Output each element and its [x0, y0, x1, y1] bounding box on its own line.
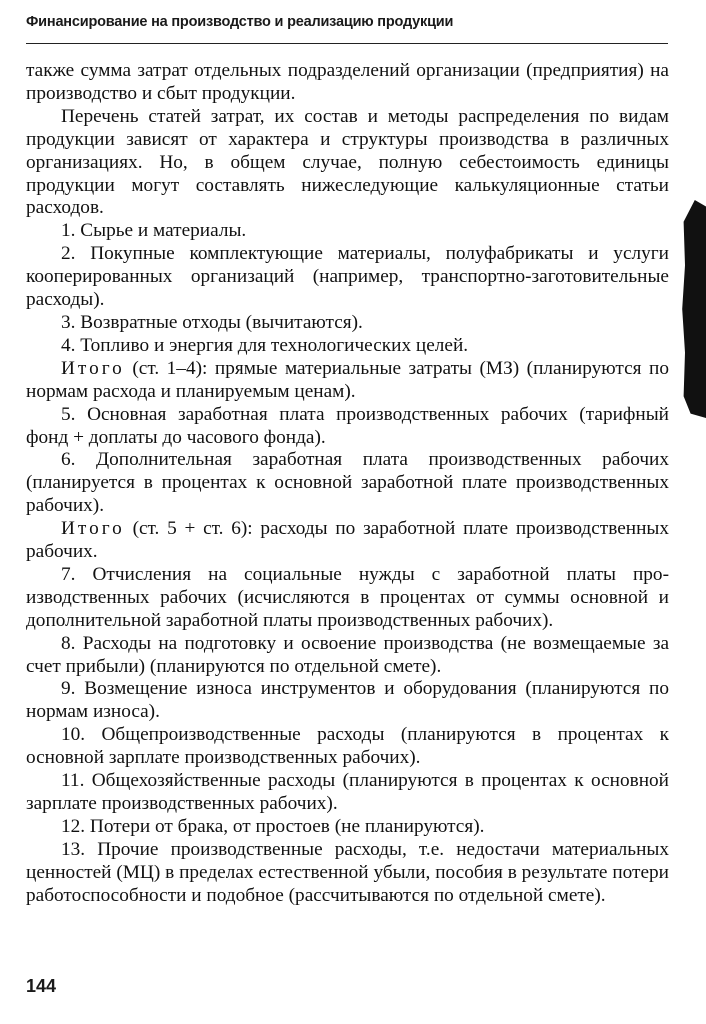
header-rule — [26, 43, 668, 44]
running-title: Финансирование на производство и реализацию продукции — [26, 14, 454, 30]
list-item-11: 11. Общехозяйственные расходы (планируются в процентах к основной зарплате производственных рабочих). — [26, 770, 669, 814]
list-item-9: 9. Возмещение износа инструментов и оборудования (планируются по нормам износа). — [26, 678, 669, 723]
paragraph-continuation: также сумма затрат отдельных подразделений организации (предприятия) на производство и сбыт продукции. — [26, 60, 669, 104]
list-item-7: 7. Отчисления на социальные нужды с заработной платы производственных рабочих (исчисляются в процентах от суммы основной и дополнительной заработной платы производственных рабочих). — [26, 563, 669, 631]
list-item-1: 1. Сырье и материалы. — [61, 220, 247, 242]
list-item-12: 12. Потери от брака, от простоев (не планируются). — [61, 815, 485, 837]
paragraph-intro: Перечень статей затрат, их состав и методы распределения по видам продукции зависят от характера и структуры производства в различных организациях. Но, в общем случае, полную себестоимость единицы продукции могут составлять нижеследующие калькуляционные статьи расходов. — [26, 105, 669, 219]
total-1-word: Итого — [61, 357, 125, 379]
list-item-6: 6. Дополнительная заработная плата производственных рабочих (планируется в процентах к основной заработной плате производственных рабочих). — [26, 449, 669, 517]
list-item-5: 5. Основная заработная плата производственных рабочих (тарифный фонд + доплаты до часового фонда). — [26, 403, 669, 448]
list-item-13: 13. Прочие производственные расходы, т.е. недостачи материальных ценностей (МЦ) в пределах естественной убыли, пособия в результате потери работоспособности и подобное (рассчитываются по отдельной смете). — [26, 838, 669, 906]
list-item-2: 2. Покупные комплектующие материалы, полуфабрикаты и услуги кооперированных организаций (например, транспортно-заготовительные расходы). — [26, 243, 669, 311]
body-text — [26, 60, 669, 908]
total-2 — [26, 518, 669, 564]
list-item-10: 10. Общепроизводственные расходы (планируются в процентах к основной зарплате производственных рабочих). — [26, 724, 669, 769]
total-1 — [26, 358, 669, 404]
list-item-8: 8. Расходы на подготовку и освоение производства (не возмещаемые за счет прибыли) (планируются по отдельной смете). — [26, 632, 669, 677]
page-number: 144 — [26, 976, 57, 996]
list-item-3: 3. Возвратные отходы (вычитаются). — [61, 311, 363, 333]
scan-margin-mark — [678, 200, 706, 418]
total-2-text: (ст. 5 + ст. 6): расходы по заработной плате производственных рабочих. — [26, 518, 669, 563]
total-2-word: Итого — [61, 518, 125, 540]
total-1-text: (ст. 1–4): прямые материальные затраты (МЗ) (планируются по нормам расхода и планируемым ценам). — [26, 357, 669, 402]
list-item-4: 4. Топливо и энергия для технологических целей. — [61, 334, 469, 356]
